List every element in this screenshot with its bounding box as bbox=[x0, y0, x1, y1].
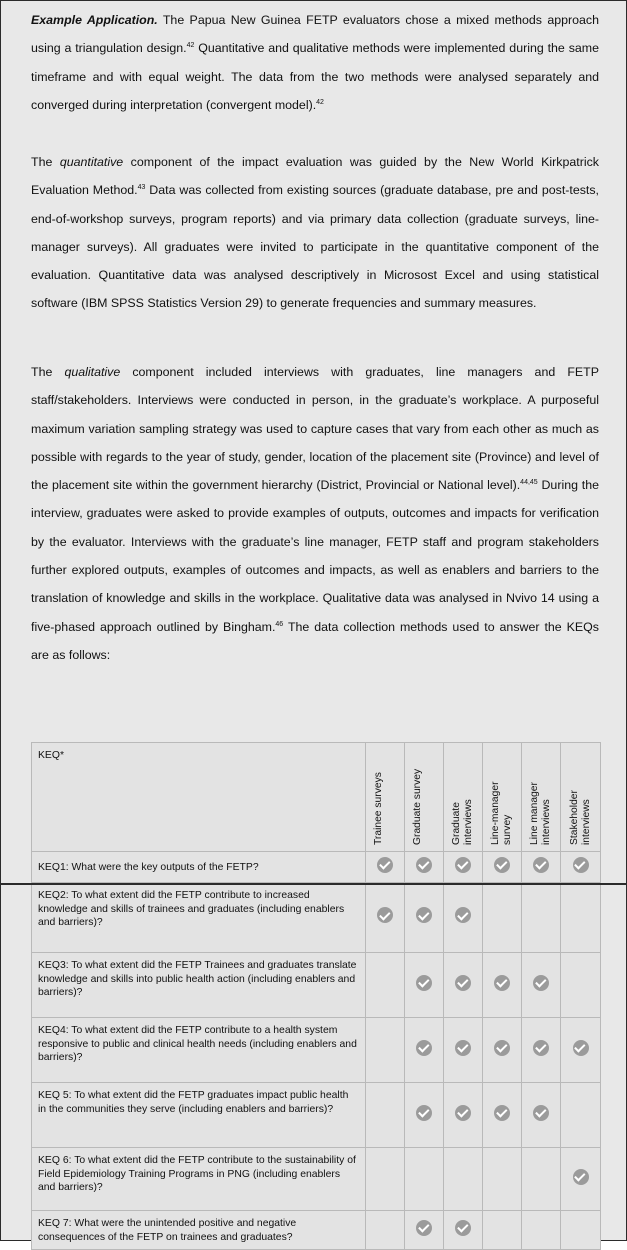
check-circle-icon bbox=[494, 1040, 510, 1056]
method-cell bbox=[561, 1018, 601, 1083]
citation: 44,45 bbox=[520, 479, 538, 487]
keq-question: KEQ 5: To what extent did the FETP graduates impact public health in the communities they serve (including enablers and barriers)? bbox=[32, 1083, 366, 1148]
method-cell bbox=[483, 1148, 522, 1211]
keq-question: KEQ 6: To what extent did the FETP contribute to the sustainability of Field Epidemiology Training Programs in PNG (including enablers and barriers)? bbox=[32, 1148, 366, 1211]
keq-question: KEQ2: To what extent did the FETP contribute to increased knowledge and skills of trainees and graduates (including enablers and barriers)? bbox=[32, 883, 366, 953]
method-cell bbox=[444, 1083, 483, 1148]
column-header-stakeholder-interviews bbox=[561, 743, 601, 852]
method-cell bbox=[561, 1083, 601, 1148]
method-cell bbox=[405, 1148, 444, 1211]
method-cell bbox=[366, 1211, 405, 1250]
paragraph-text: The bbox=[31, 155, 60, 169]
method-cell bbox=[483, 883, 522, 953]
check-circle-icon bbox=[573, 1040, 589, 1056]
check-circle-icon bbox=[455, 975, 471, 991]
method-cell bbox=[366, 883, 405, 953]
paragraph-example-application bbox=[31, 6, 599, 119]
check-circle-icon bbox=[455, 1040, 471, 1056]
column-label: Graduate survey bbox=[412, 768, 423, 845]
page-divider bbox=[1, 883, 626, 885]
paragraph-text: The bbox=[31, 365, 65, 379]
table-header-row bbox=[32, 743, 601, 852]
emphasis: quantitative bbox=[59, 155, 124, 169]
method-cell bbox=[405, 1083, 444, 1148]
check-circle-icon bbox=[377, 857, 393, 873]
table-row bbox=[32, 1211, 601, 1250]
method-cell bbox=[561, 852, 601, 883]
check-circle-icon bbox=[494, 975, 510, 991]
method-cell bbox=[522, 1211, 561, 1250]
paragraph-text: component of the impact evaluation was guided by the New World Kirkpatrick Evaluation Method. bbox=[31, 155, 599, 198]
table-row bbox=[32, 1148, 601, 1211]
method-cell bbox=[522, 1148, 561, 1211]
method-cell bbox=[366, 852, 405, 883]
check-circle-icon bbox=[416, 975, 432, 991]
check-circle-icon bbox=[494, 1105, 510, 1121]
check-circle-icon bbox=[573, 1169, 589, 1185]
method-cell bbox=[444, 953, 483, 1018]
paragraph-lead: Example Application. bbox=[31, 13, 158, 27]
method-cell bbox=[522, 852, 561, 883]
column-label: Graduate interviews bbox=[451, 799, 474, 845]
column-label: Trainee surveys bbox=[373, 772, 384, 845]
method-cell bbox=[366, 953, 405, 1018]
column-label: Line manager interviews bbox=[529, 782, 552, 845]
column-label: Stakeholder interviews bbox=[568, 790, 591, 845]
method-cell bbox=[561, 883, 601, 953]
citation: 42 bbox=[186, 42, 195, 50]
method-cell bbox=[483, 953, 522, 1018]
paragraph-text: component included interviews with graduates, line managers and FETP staff/stakeholders. Interviews were conducted in person, in the graduate’s workplace. A purposeful maximum variation sampling strategy was used to capture cases that vary from each other as much as possible with regards to the year of study, gender, location of the placement site (Province) and level of the placement site within the government hierarchy (District, Provincial or National level). bbox=[31, 365, 599, 493]
check-circle-icon bbox=[494, 857, 510, 873]
citation: 43 bbox=[137, 184, 146, 192]
method-cell bbox=[483, 1083, 522, 1148]
method-cell bbox=[405, 883, 444, 953]
check-circle-icon bbox=[455, 857, 471, 873]
method-cell bbox=[444, 883, 483, 953]
check-circle-icon bbox=[455, 1105, 471, 1121]
method-cell bbox=[522, 953, 561, 1018]
check-circle-icon bbox=[573, 857, 589, 873]
citation: 42 bbox=[316, 98, 324, 106]
paragraph-text: The Papua New Guinea FETP evaluators chose a mixed methods approach using a triangulation design. bbox=[31, 13, 599, 56]
method-cell bbox=[561, 1211, 601, 1250]
table-row bbox=[32, 883, 601, 953]
check-circle-icon bbox=[416, 907, 432, 923]
method-cell bbox=[405, 1211, 444, 1250]
method-cell bbox=[483, 1018, 522, 1083]
check-circle-icon bbox=[455, 907, 471, 923]
method-cell bbox=[522, 1083, 561, 1148]
method-cell bbox=[444, 1211, 483, 1250]
table-row bbox=[32, 852, 601, 883]
column-header-trainee-surveys bbox=[366, 743, 405, 852]
check-circle-icon bbox=[416, 857, 432, 873]
emphasis: qualitative bbox=[64, 365, 121, 379]
table-row bbox=[32, 1018, 601, 1083]
method-cell bbox=[561, 953, 601, 1018]
paragraph-quantitative bbox=[31, 148, 599, 318]
method-cell bbox=[366, 1083, 405, 1148]
paragraph-text: During the interview, graduates were asked to provide examples of outputs, outcomes and impacts for verification by the evaluator. Interviews with the graduate’s line manager, FETP staff and program stakeholders further explored outputs, examples of outcomes and impacts, as well as enablers and barriers to the translation of knowledge and skills in the workplace. Qualitative data was analysed in Nvivo 14 using a five-phased approach outlined by Bingham. bbox=[31, 478, 599, 634]
method-cell bbox=[405, 953, 444, 1018]
keq-question: KEQ4: To what extent did the FETP contribute to a health system responsive to public and clinical health needs (including enablers and barriers)? bbox=[32, 1018, 366, 1083]
column-header-line-manager-survey bbox=[483, 743, 522, 852]
method-cell bbox=[561, 1148, 601, 1211]
check-circle-icon bbox=[377, 907, 393, 923]
method-cell bbox=[444, 1148, 483, 1211]
keq-question: KEQ3: To what extent did the FETP Trainees and graduates translate knowledge and skills into public health action (including enablers and barriers)? bbox=[32, 953, 366, 1018]
method-cell bbox=[405, 1018, 444, 1083]
check-circle-icon bbox=[455, 1220, 471, 1236]
method-cell bbox=[366, 1018, 405, 1083]
keq-question: KEQ 7: What were the unintended positive and negative consequences of the FETP on trainees and graduates? bbox=[32, 1211, 366, 1250]
method-cell bbox=[483, 1211, 522, 1250]
paragraph-qualitative bbox=[31, 358, 599, 669]
paragraph-text: The data collection methods used to answer the KEQs are as follows: bbox=[31, 619, 599, 662]
paragraph-text: Data was collected from existing sources (graduate database, pre and post-tests, end-of-workshop surveys, program reports) and via primary data collection (graduate surveys, line-manager surveys). All graduates were invited to participate in the quantitative component of the evaluation. Quantitative data was analysed descriptively in Microsost Excel and using statistical software (IBM SPSS Statistics Version 29) to generate frequencies and summary measures. bbox=[31, 183, 599, 311]
keq-methods-table bbox=[31, 742, 601, 1250]
keq-question: KEQ1: What were the key outputs of the FETP? bbox=[32, 852, 366, 883]
method-cell bbox=[483, 852, 522, 883]
method-cell bbox=[366, 1148, 405, 1211]
method-cell bbox=[522, 883, 561, 953]
method-cell bbox=[444, 852, 483, 883]
check-circle-icon bbox=[533, 857, 549, 873]
check-circle-icon bbox=[533, 975, 549, 991]
column-header-line-manager-interviews bbox=[522, 743, 561, 852]
check-circle-icon bbox=[533, 1040, 549, 1056]
column-header-graduate-survey bbox=[405, 743, 444, 852]
check-circle-icon bbox=[533, 1105, 549, 1121]
column-header-graduate-interviews bbox=[444, 743, 483, 852]
method-cell bbox=[444, 1018, 483, 1083]
method-cell bbox=[405, 852, 444, 883]
table-row bbox=[32, 953, 601, 1018]
keq-column-header: KEQ* bbox=[32, 743, 366, 852]
citation: 46 bbox=[275, 620, 284, 628]
paragraph-text: Quantitative and qualitative methods were implemented during the same timeframe and with equal weight. The data from the two methods were analysed separately and converged during interpretation (convergent model). bbox=[31, 41, 599, 112]
check-circle-icon bbox=[416, 1105, 432, 1121]
check-circle-icon bbox=[416, 1220, 432, 1236]
check-circle-icon bbox=[416, 1040, 432, 1056]
column-label: Line-manager survey bbox=[490, 781, 513, 845]
method-cell bbox=[522, 1018, 561, 1083]
table-row bbox=[32, 1083, 601, 1148]
